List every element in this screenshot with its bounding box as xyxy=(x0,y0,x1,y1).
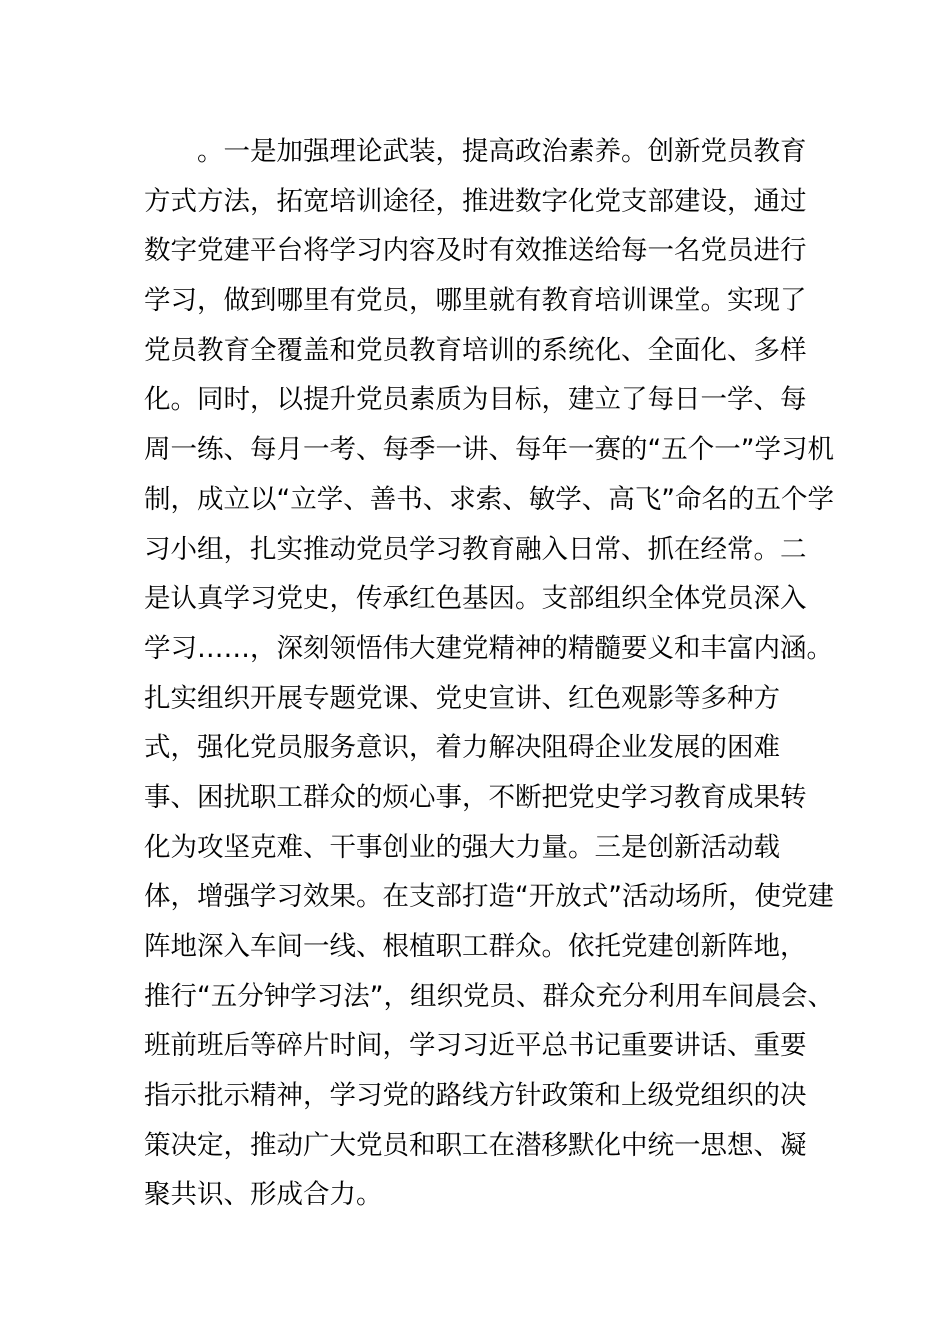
text-line: 事、困扰职工群众的烦心事，不断把党史学习教育成果转 xyxy=(144,781,807,813)
text-line: 指示批示精神，学习党的路线方针政策和上级党组织的决 xyxy=(144,1080,807,1112)
text-line: 。一是加强理论武装，提高政治素养。创新党员教育 xyxy=(197,136,807,167)
text-line: 方式方法，拓宽培训途径，推进数字化党支部建设，通过 xyxy=(144,185,807,217)
text-line: 制，成立以“立学、善书、求索、敏学、高飞”命名的五个学 xyxy=(144,483,834,515)
text-line: 是认真学习党史，传承红色基因。支部组织全体党员深入 xyxy=(144,583,807,615)
text-line: 聚共识、形成合力。 xyxy=(144,1179,383,1211)
text-line: 策决定，推动广大党员和职工在潜移默化中统一思想、凝 xyxy=(144,1129,807,1161)
text-line: 扎实组织开展专题党课、党史宣讲、红色观影等多种方 xyxy=(144,682,780,714)
text-line: 化为攻坚克难、干事创业的强大力量。三是创新活动载 xyxy=(144,831,780,863)
text-line: 推行“五分钟学习法”，组织党员、群众充分利用车间晨会、 xyxy=(144,980,834,1012)
text-line: 习小组，扎实推动党员学习教育融入日常、抓在经常。二 xyxy=(144,533,807,565)
text-line: 体，增强学习效果。在支部打造“开放式”活动场所，使党建 xyxy=(144,881,834,913)
text-line: 数字党建平台将学习内容及时有效推送给每一名党员进行 xyxy=(144,235,807,267)
text-line: 式，强化党员服务意识，着力解决阻碍企业发展的困难 xyxy=(144,732,780,764)
text-line: 周一练、每月一考、每季一讲、每年一赛的“五个一”学习机 xyxy=(144,434,834,466)
text-line: 党员教育全覆盖和党员教育培训的系统化、全面化、多样 xyxy=(144,334,807,366)
text-line: 学习……，深刻领悟伟大建党精神的精髓要义和丰富内涵。 xyxy=(144,632,833,664)
text-line: 阵地深入车间一线、根植职工群众。依托党建创新阵地， xyxy=(144,931,807,962)
text-line: 化。同时，以提升党员素质为目标，建立了每日一学、每 xyxy=(144,384,807,416)
text-line: 班前班后等碎片时间，学习习近平总书记重要讲话、重要 xyxy=(144,1030,807,1062)
text-line: 学习，做到哪里有党员，哪里就有教育培训课堂。实现了 xyxy=(144,285,807,317)
body-paragraph xyxy=(144,127,834,1220)
